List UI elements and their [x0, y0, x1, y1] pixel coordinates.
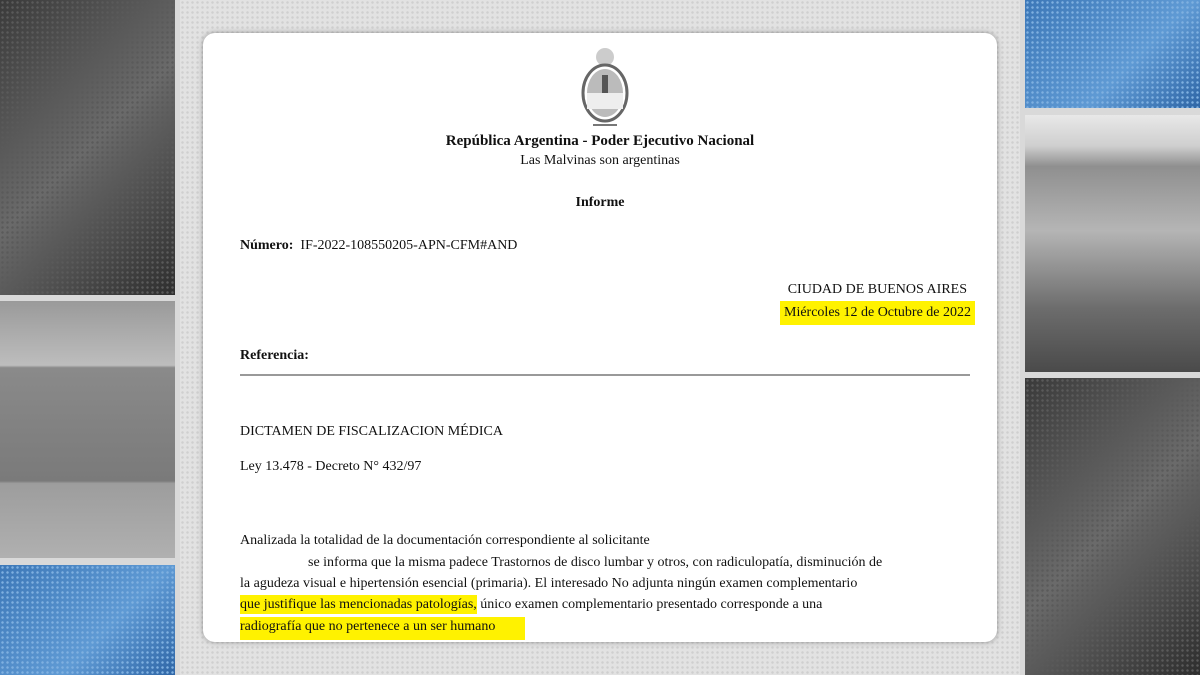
city: CIUDAD DE BUENOS AIRES	[787, 282, 967, 297]
government-building-photo	[0, 301, 175, 558]
coat-of-arms-icon	[577, 45, 633, 131]
paragraph-line-2: se informa que la misma padece Trastornos de disco lumbar y otros, con radiculopatía, disminución de	[308, 555, 883, 570]
law-reference: Ley 13.478 - Decreto N° 432/97	[240, 459, 422, 474]
divider	[240, 374, 970, 376]
header-subtitle: Las Malvinas son argentinas	[520, 153, 680, 168]
date-highlighted: Miércoles 12 de Octubre de 2022	[780, 301, 975, 325]
paragraph-line-4-rest: único examen complementario presentado corresponde a una	[476, 597, 823, 612]
highlighted-text: radiografía que no pertenece a un ser humano	[240, 617, 525, 640]
document-type: Informe	[575, 195, 625, 210]
right-top-blue-panel	[1025, 0, 1200, 108]
highlighted-text: que justifique las mencionadas patologías,	[240, 597, 477, 612]
dictamen-heading: DICTAMEN DE FISCALIZACION MÉDICA	[240, 424, 503, 439]
left-top-halftone-panel	[0, 0, 175, 295]
document-number	[240, 238, 517, 254]
document-page	[203, 33, 997, 642]
reference-label: Referencia:	[240, 348, 309, 363]
paragraph-line-5	[240, 619, 525, 635]
paragraph-line-3: la agudeza visual e hipertensión esencial (primaria). El interesado No adjunta ningún examen complementario	[240, 576, 858, 591]
paragraph-line-1: Analizada la totalidad de la documentación correspondiente al solicitante	[240, 533, 650, 548]
left-bottom-blue-panel	[0, 565, 175, 675]
header-title: República Argentina - Poder Ejecutivo Nacional	[445, 133, 755, 149]
right-bottom-halftone-panel	[1025, 378, 1200, 675]
number-label: Número:	[240, 238, 294, 253]
paragraph-line-4	[240, 597, 822, 613]
city-skyline-photo	[1025, 115, 1200, 372]
number-value: IF-2022-108550205-APN-CFM#AND	[300, 238, 518, 253]
